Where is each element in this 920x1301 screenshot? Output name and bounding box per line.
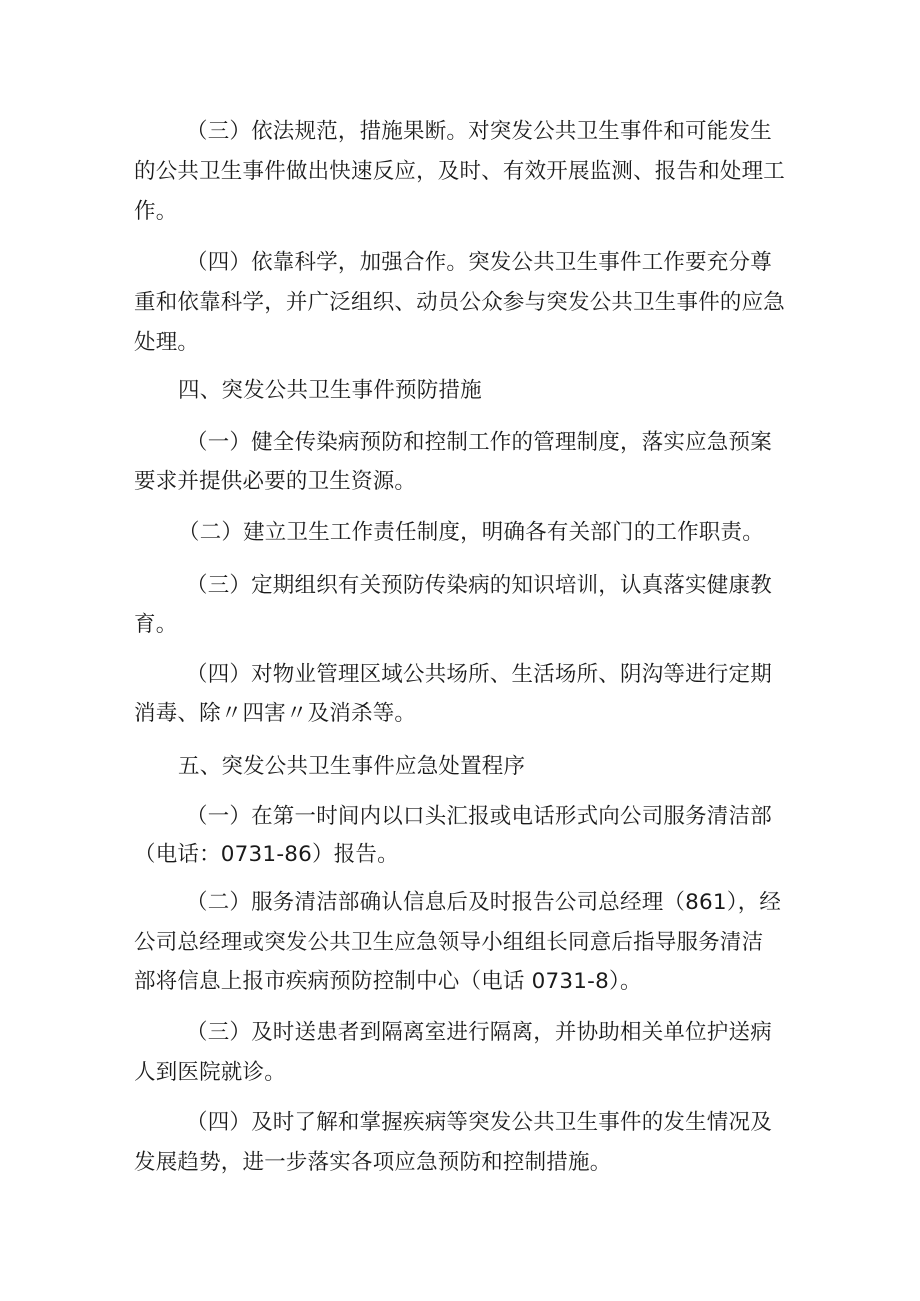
principle-3-line-3: 作。 <box>134 199 178 224</box>
procedure-1-line-2: （电话：0731-86）报告。 <box>134 842 399 867</box>
procedure-4-line-1: （四）及时了解和掌握疾病等突发公共卫生事件的发生情况及 <box>186 1110 772 1135</box>
prevention-2-line-1: （二）建立卫生工作责任制度，明确各有关部门的工作职责。 <box>178 520 764 545</box>
prevention-1-line-2: 要求并提供必要的卫生资源。 <box>134 469 417 494</box>
section-heading-5: 五、突发公共卫生事件应急处置程序 <box>178 754 526 779</box>
prevention-3-line-2: 育。 <box>134 612 178 637</box>
prevention-1-line-1: （一）健全传染病预防和控制工作的管理制度，落实应急预案 <box>186 430 772 455</box>
prevention-4-line-1: （四）对物业管理区域公共场所、生活场所、阴沟等进行定期 <box>186 662 772 687</box>
procedure-2-line-1: （二）服务清洁部确认信息后及时报告公司总经理（861），经 <box>186 890 782 915</box>
principle-4-line-1: （四）依靠科学，加强合作。突发公共卫生事件工作要充分尊 <box>186 250 772 275</box>
prevention-3-line-1: （三）定期组织有关预防传染病的知识培训，认真落实健康教 <box>186 573 772 598</box>
procedure-2-line-3: 部将信息上报市疾病预防控制中心（电话 0731-8）。 <box>134 969 642 994</box>
principle-3-line-2: 的公共卫生事件做出快速反应，及时、有效开展监测、报告和处理工 <box>134 159 786 184</box>
procedure-2-line-2: 公司总经理或突发公共卫生应急领导小组组长同意后指导服务清洁 <box>134 930 764 955</box>
prevention-4-line-2: 消毒、除〃四害〃及消杀等。 <box>134 701 417 726</box>
principle-4-line-3: 处理。 <box>134 330 200 355</box>
procedure-1-line-1: （一）在第一时间内以口头汇报或电话形式向公司服务清洁部 <box>186 804 772 829</box>
procedure-4-line-2: 发展趋势，进一步落实各项应急预防和控制措施。 <box>134 1150 612 1175</box>
procedure-3-line-2: 人到医院就诊。 <box>134 1060 286 1085</box>
procedure-3-line-1: （三）及时送患者到隔离室进行隔离，并协助相关单位护送病 <box>186 1020 772 1045</box>
principle-4-line-2: 重和依靠科学，并广泛组织、动员公众参与突发公共卫生事件的应急 <box>134 290 786 315</box>
section-heading-4: 四、突发公共卫生事件预防措施 <box>178 378 482 403</box>
principle-3-line-1: （三）依法规范，措施果断。对突发公共卫生事件和可能发生 <box>186 119 772 144</box>
